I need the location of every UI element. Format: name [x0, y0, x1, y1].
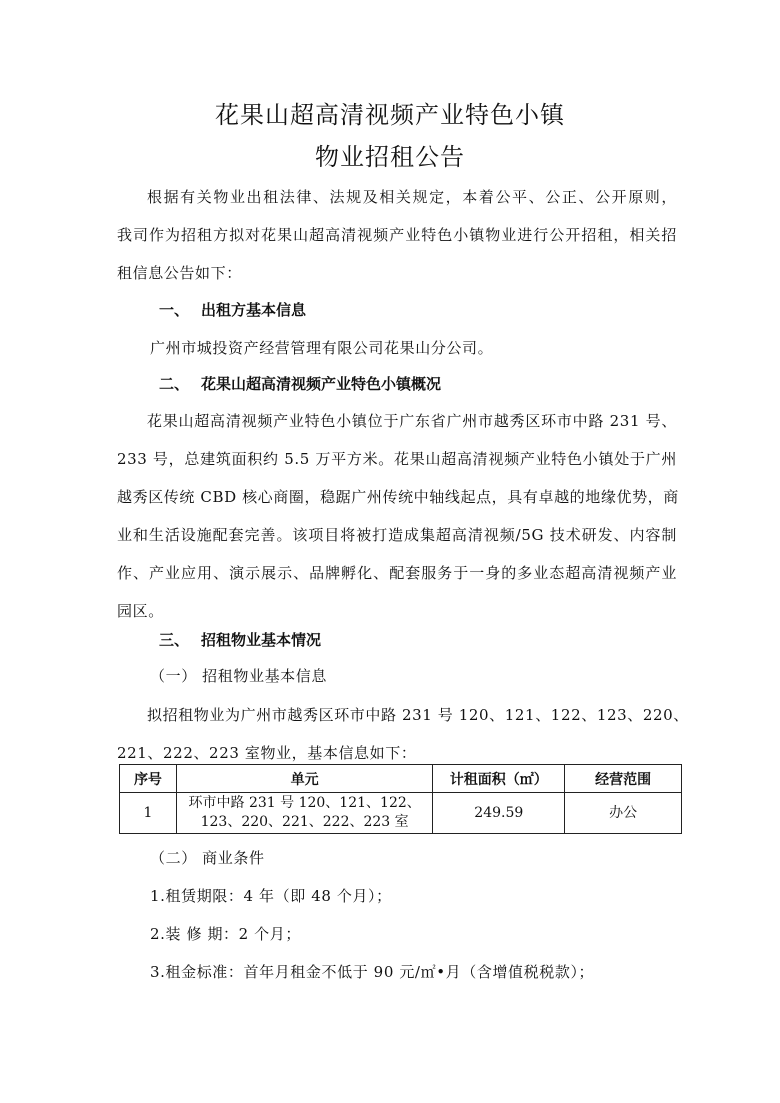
document-title-line2: 物业招租公告 [315, 143, 465, 171]
section2-line: 作、产业应用、演示展示、品牌孵化、配套服务于一身的多业态超高清视频产业 [117, 564, 677, 582]
row-number-cell: 1 [120, 793, 177, 834]
section3-paragraph [117, 696, 689, 772]
area-cell: 249.59 [433, 793, 565, 834]
section2-paragraph [117, 402, 677, 630]
intro-line: 我司作为招租方拟对花果山超高清视频产业特色小镇物业进行公开招租，相关招 [117, 226, 677, 244]
term-item: 3.租金标准：首年月租金不低于 90 元/㎡•月（含增值税税款）； [150, 963, 595, 981]
intro-line: 根据有关物业出租法律、法规及相关规定，本着公平、公正、公开原则， [147, 188, 677, 206]
section2-heading [159, 372, 441, 396]
table-header-cell: 单元 [176, 765, 433, 793]
section3-line: 拟招租物业为广州市越秀区环市中路 231 号 120、121、122、123、220、 [147, 706, 689, 724]
table-header-cell: 计租面积（㎡） [433, 765, 565, 793]
table-row [120, 793, 682, 834]
section3-line: 221、222、223 室物业，基本信息如下： [117, 744, 417, 762]
section2-line: 越秀区传统 CBD 核心商圈，稳踞广州传统中轴线起点，具有卓越的地缘优势，商 [117, 488, 679, 506]
term-item: 2.装 修 期：2 个月； [150, 925, 301, 943]
section2-line: 花果山超高清视频产业特色小镇位于广东省广州市越秀区环市中路 231 号、 [147, 412, 677, 430]
section3-heading [159, 628, 321, 652]
section3-number: 三、 [159, 631, 190, 649]
section3-subheading-2: （二） 商业条件 [150, 849, 265, 867]
scope-cell: 办公 [565, 793, 682, 834]
section2-line: 233 号，总建筑面积约 5.5 万平方米。花果山超高清视频产业特色小镇处于广州 [117, 450, 677, 468]
table-header-cell: 经营范围 [565, 765, 682, 793]
section1-title: 出租方基本信息 [201, 301, 307, 319]
section1-body: 广州市城投资产经营管理有限公司花果山分公司。 [150, 339, 494, 357]
unit-line: 123、220、221、222、223 室 [200, 814, 409, 830]
document-title-line1: 花果山超高清视频产业特色小镇 [215, 101, 565, 129]
section1-heading [159, 298, 306, 322]
section3-title: 招租物业基本情况 [201, 631, 322, 649]
intro-paragraph [117, 178, 677, 292]
section3-subheading-1: （一） 招租物业基本信息 [150, 667, 327, 685]
section2-line: 业和生活设施配套完善。该项目将被打造成集超高清视频/5G 技术研发、内容制 [117, 526, 677, 544]
table-header-cell: 序号 [120, 765, 177, 793]
unit-line: 环市中路 231 号 120、121、122、 [188, 795, 421, 811]
section1-number: 一、 [159, 301, 190, 319]
section2-line: 园区。 [117, 602, 164, 620]
intro-line: 租信息公告如下： [117, 264, 242, 282]
unit-cell [176, 793, 433, 834]
section2-title: 花果山超高清视频产业特色小镇概况 [201, 375, 442, 393]
property-info-table [119, 764, 682, 834]
term-item: 1.租赁期限：4 年（即 48 个月）； [150, 887, 392, 905]
section2-number: 二、 [159, 375, 190, 393]
table-header-row [120, 765, 682, 793]
